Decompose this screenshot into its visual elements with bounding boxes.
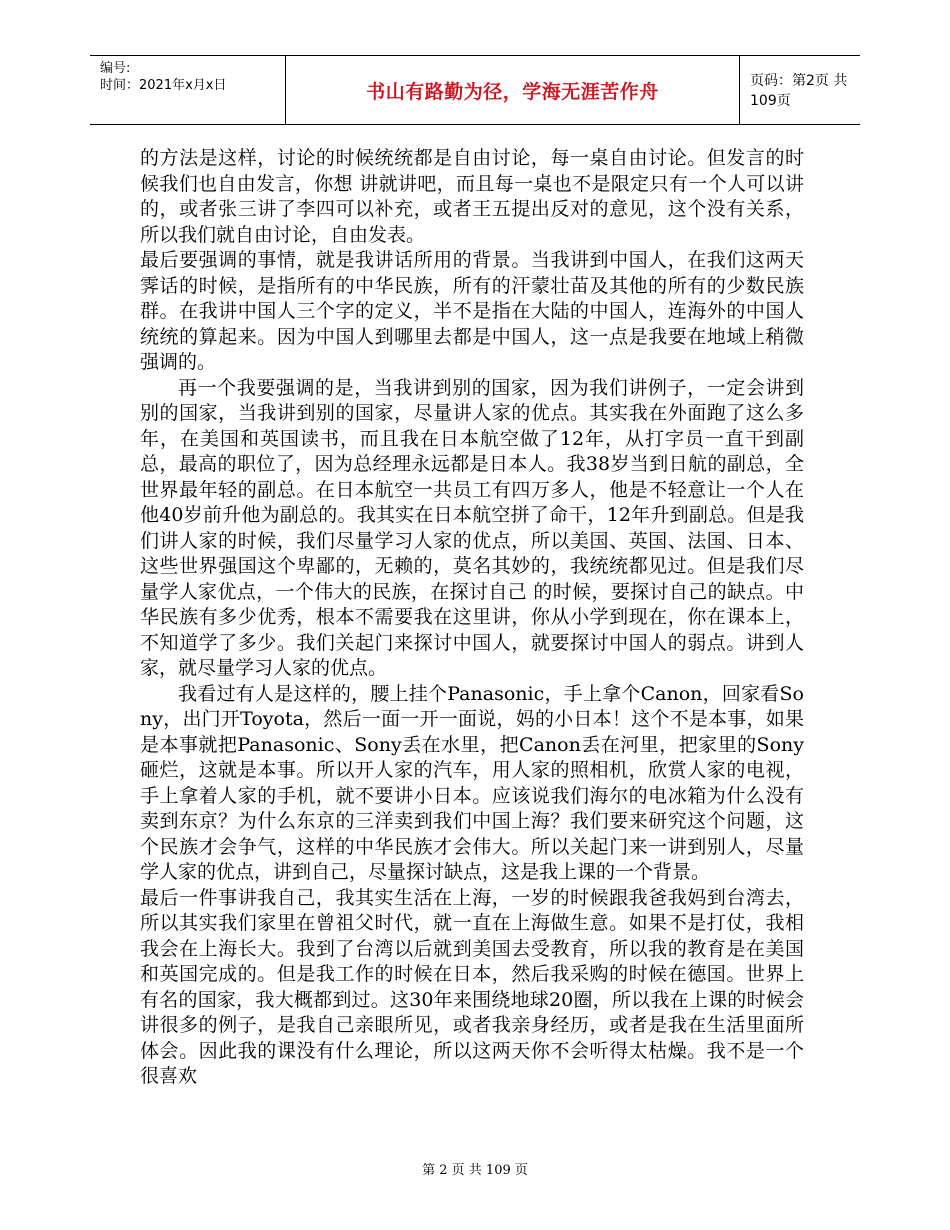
page-header — [90, 55, 860, 125]
header-meta — [90, 56, 286, 124]
doc-number-label: 编号: — [100, 61, 131, 76]
page-footer: 第 2 页 共 109 页 — [422, 1163, 528, 1178]
date-label: 时间：2021年x月x日 — [100, 78, 227, 93]
paragraph-3: 再一个我要强调的是，当我讲到别的国家，因为我们讲例子，一定会讲到别的国家，当我讲到别的国家，尽量讲人家的优点。其实我在外面跑了这么多年，在美国和英国读书，而且我在日本航空做了12年，从打字员一直干到副总，最高的职位了，因为总经理永远都是日本人。我38岁当到日航的副总，全世界最年轻的副总。在日本航空一共员工有四万多人，他是不轻意让一个人在他40岁前升他为副总的。我其实在日本航空拼了命干，12年升到副总。但是我们讲人家的时候，我们尽量学习人家的优点，所以美国、英国、法国、日本、这些世界强国这个卑鄙的，无赖的，莫名其妙的，我统统都见过。但是我们尽量学人家优点，一个伟大的民族，在探讨自己 的时候，要探讨自己的缺点。中华民族有多少优秀，根本不需要我在这里讲，你从小学到现在，你在课本上，不知道学了多少。我们关起门来探讨中国人，就要探讨中国人的弱点。讲到人家，就尽量学习人家的优点。 — [140, 376, 804, 679]
paragraph-2: 最后要强调的事情，就是我讲话所用的背景。当我讲到中国人，在我们这两天霁话的时候，是指所有的中华民族，所有的汗蒙壮苗及其他的所有的少数民族群。在我讲中国人三个字的定义，半不是指在大陆的中国人，连海外的中国人统统的算起来。因为中国人到哪里去都是中国人，这一点是我要在地域上稍微强调的。 — [140, 249, 804, 373]
header-page-info: 页码：第2页 共109页 — [750, 73, 848, 109]
document-body — [140, 146, 804, 1090]
paragraph-4: 我看过有人是这样的，腰上挂个Panasonic，手上拿个Canon，回家看Sony，出门开Toyota，然后一面一开一面说，妈的小日本！这个不是本事，如果是本事就把Panasonic、Sony丢在水里，把Canon丢在河里，把家里的Sony砸烂，这就是本事。所以开人家的汽车，用人家的照相机，欣赏人家的电视，手上拿着人家的手机，就不要讲小日本。应该说我们海尔的电冰箱为什么没有卖到东京？为什么东京的三洋卖到我们中国上海？我们要来研究这个问题，这个民族才会争气，这样的中华民族才会伟大。所以关起门来一讲到别人，尽量学人家的优点，讲到自己，尽量探讨缺点，这是我上课的一个背景。 — [140, 682, 804, 883]
header-motto: 书山有路勤为径，学海无涯苦作舟 — [286, 56, 740, 124]
paragraph-5: 最后一件事讲我自己，我其实生活在上海，一岁的时候跟我爸我妈到台湾去，所以其实我们家里在曾祖父时代，就一直在上海做生意。如果不是打仗，我相我会在上海长大。我到了台湾以后就到美国去受教育，所以我的教育是在美国和英国完成的。但是我工作的时候在日本，然后我采购的时候在德国。世界上有名的国家，我大概都到过。这30年来围绕地球20圈，所以我在上课的时候会讲很多的例子，是我自己亲眼所见，或者我亲身经历，或者是我在生活里面所体会。因此我的课没有什么理论，所以这两天你不会听得太枯燥。我不是一个很喜欢 — [140, 886, 804, 1087]
paragraph-1: 的方法是这样，讨论的时候统统都是自由讨论，每一桌自由讨论。但发言的时候我们也自由发言，你想 讲就讲吧，而且每一桌也不是限定只有一个人可以讲的，或者张三讲了李四可以补充，或者王五提出反对的意见，这个没有关系，所以我们就自由讨论，自由发表。 — [140, 147, 804, 246]
